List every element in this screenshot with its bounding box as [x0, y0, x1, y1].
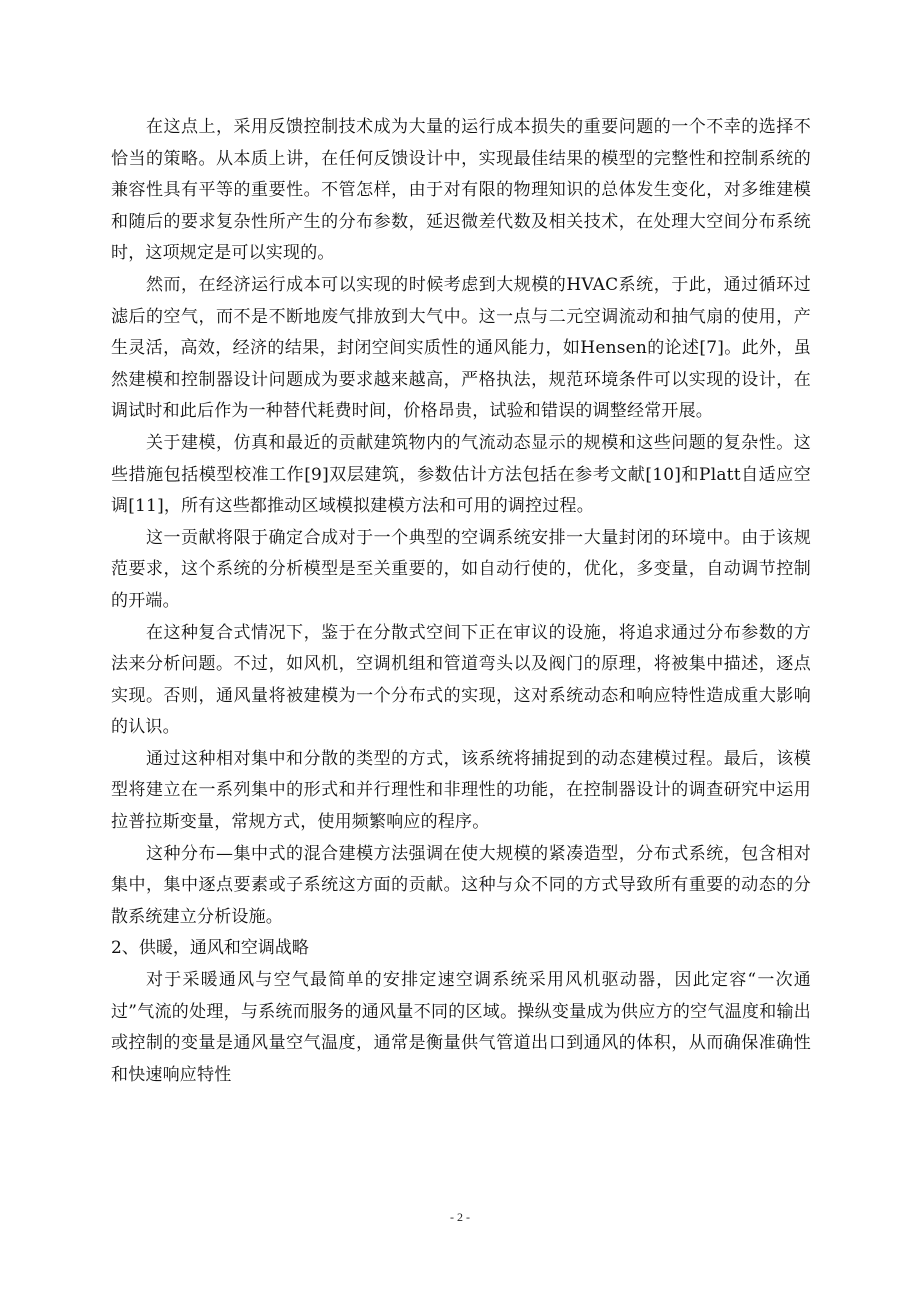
body-paragraph-3: 关于建模，仿真和最近的贡献建筑物内的气流动态显示的规模和这些问题的复杂性。这些措施包括模型校准工作[9]双层建筑，参数估计方法包括在参考文献[10]和Platt自适应空调[11]，所有这些都推动区域模拟建模方法和可用的调控过程。: [111, 432, 811, 517]
body-paragraph-5: 在这种复合式情况下，鉴于在分散式空间下正在审议的设施，将追求通过分布参数的方法来分析问题。不过，如风机，空调机组和管道弯头以及阀门的原理，将被集中描述，逐点实现。否则，通风量将被建模为一个分布式的实现，这对系统动态和响应特性造成重大影响的认识。: [111, 622, 811, 738]
body-paragraph-1: 在这点上，采用反馈控制技术成为大量的运行成本损失的重要问题的一个不幸的选择不恰当的策略。从本质上讲，在任何反馈设计中，实现最佳结果的模型的完整性和控制系统的兼容性具有平等的重要性。不管怎样，由于对有限的物理知识的总体发生变化，对多维建模和随后的要求复杂性所产生的分布参数，延迟微差代数及相关技术，在处理大空间分布系统时，这项规定是可以实现的。: [111, 117, 811, 264]
page-body: [111, 112, 811, 1091]
body-paragraph-2: 然而，在经济运行成本可以实现的时候考虑到大规模的HVAC系统，于此，通过循环过滤后的空气，而不是不断地废气排放到大气中。这一点与二元空调流动和抽气扇的使用，产生灵活，高效，经济的结果，封闭空间实质性的通风能力，如Hensen的论述[7]。此外，虽然建模和控制器设计问题成为要求越来越高，严格执法，规范环境条件可以实现的设计，在调试时和此后作为一种替代耗费时间，价格昂贵，试验和错误的调整经常开展。: [111, 274, 811, 422]
section-heading: 2、供暖，通风和空调战略: [111, 938, 309, 959]
page-number: - 2 -: [450, 1210, 470, 1224]
section-paragraph: 对于采暖通风与空气最简单的安排定速空调系统采用风机驱动器，因此定容“一次通过”气流的处理，与系统而服务的通风量不同的区域。操纵变量成为供应方的空气温度和输出或控制的变量是通风量空气温度，通常是衡量供气管道出口到通风的体积，从而确保准确性和快速响应特性: [111, 970, 811, 1085]
body-paragraph-6: 通过这种相对集中和分散的类型的方式，该系统将捕捉到的动态建模过程。最后，该模型将建立在一系列集中的形式和并行理性和非理性的功能，在控制器设计的调查研究中运用拉普拉斯变量，常规方式，使用频繁响应的程序。: [111, 748, 811, 833]
body-paragraph-7: 这种分布—集中式的混合建模方法强调在使大规模的紧凑造型，分布式系统，包含相对集中，集中逐点要素或子系统这方面的贡献。这种与众不同的方式导致所有重要的动态的分散系统建立分析设施。: [111, 843, 811, 927]
body-paragraph-4: 这一贡献将限于确定合成对于一个典型的空调系统安排一大量封闭的环境中。由于该规范要求，这个系统的分析模型是至关重要的，如自动行使的，优化，多变量，自动调节控制的开端。: [111, 527, 811, 611]
